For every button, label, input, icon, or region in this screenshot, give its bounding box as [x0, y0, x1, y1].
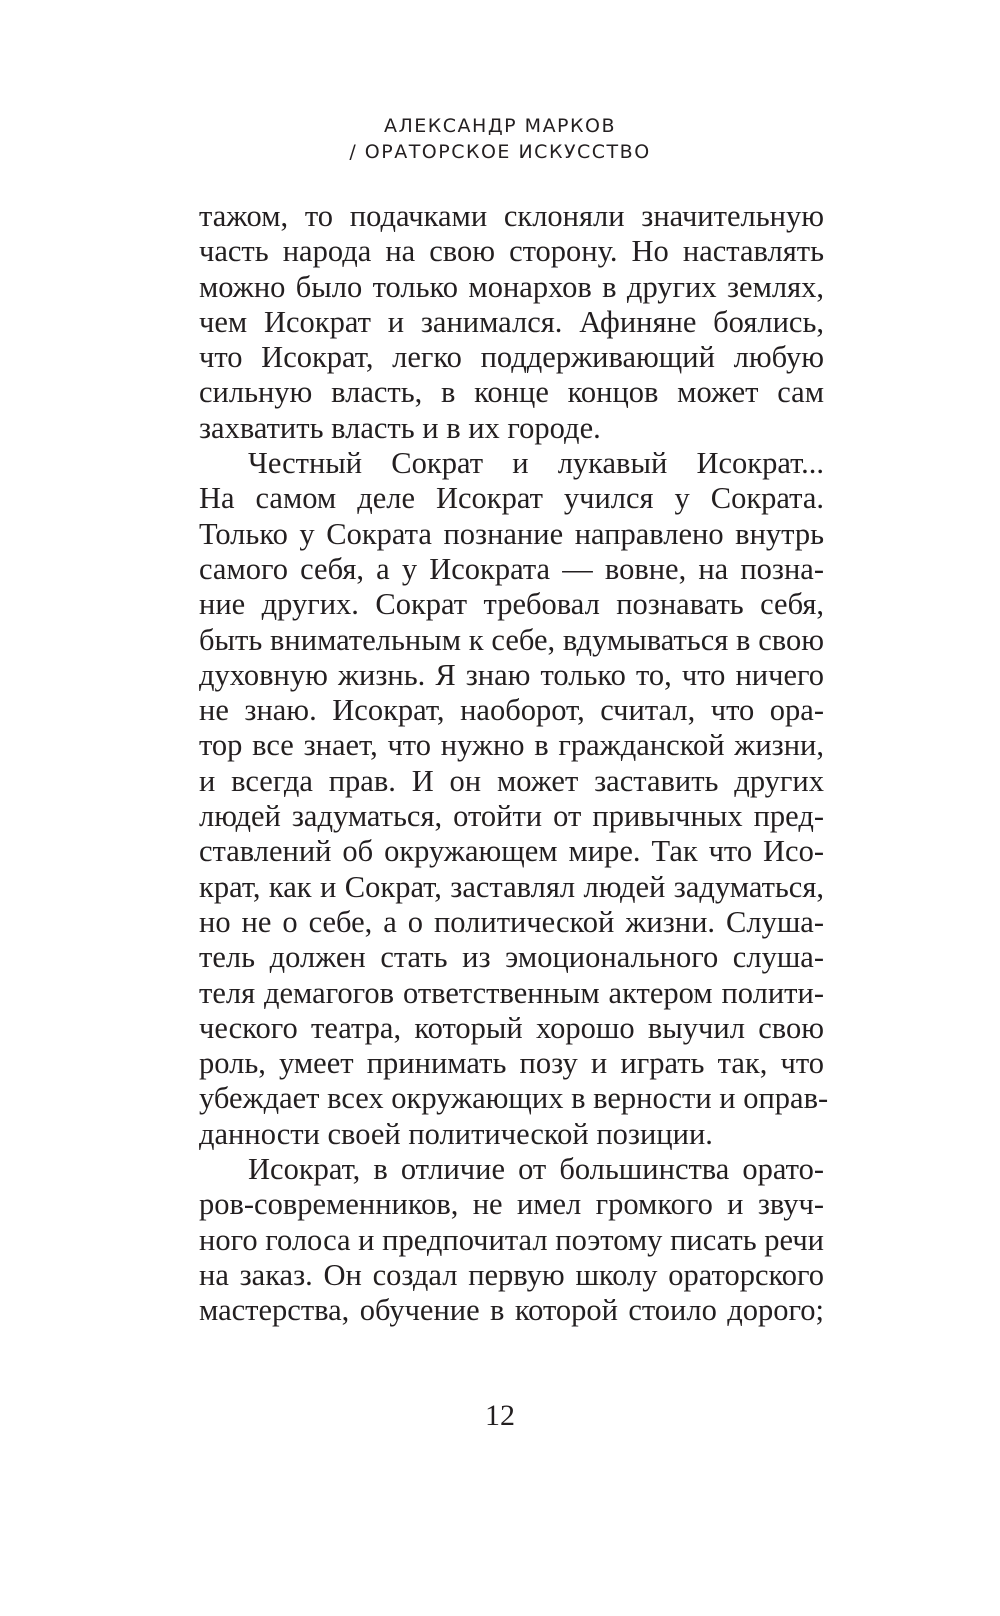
text-line: На самом деле Исократ учился у Сократа. — [199, 481, 824, 516]
text-line: что Исократ, легко поддерживающий любую — [199, 340, 824, 375]
text-line: духовную жизнь. Я знаю только то, что ничего — [199, 657, 824, 692]
text-line: но не о себе, а о политической жизни. Слуша- — [199, 904, 824, 939]
page-body — [199, 199, 829, 1329]
text-line: людей задуматься, отойти от привычных пред- — [199, 799, 824, 834]
text-line: захватить власть и в их городе. — [199, 410, 601, 445]
text-line: убеждает всех окружающих в верности и оправ- — [199, 1081, 829, 1116]
text-line: ного голоса и предпочитал поэтому писать речи — [199, 1222, 824, 1257]
text-line: самого себя, а у Исократа — вовне, на позна- — [199, 551, 824, 586]
header-book-title: / ОРАТОРСКОЕ ИСКУССТВО — [349, 141, 651, 163]
text-line: тель должен стать из эмоционального слуша- — [199, 940, 824, 975]
text-line: Исократ, в отличие от большинства орато- — [248, 1152, 824, 1187]
text-line: чем Исократ и занимался. Афиняне боялись, — [199, 304, 824, 339]
text-line: крат, как и Сократ, заставлял людей задуматься, — [199, 869, 824, 904]
text-line: часть народа на свою сторону. Но наставлять — [199, 234, 824, 269]
text-line: ставлений об окружающем мире. Так что Исо- — [199, 834, 824, 869]
text-line: быть внимательным к себе, вдумываться в свою — [199, 622, 824, 657]
text-line: Честный Сократ и лукавый Исократ... — [248, 446, 824, 481]
text-line: теля демагогов ответственным актером полити- — [199, 975, 824, 1010]
text-line: и всегда прав. И он может заставить других — [199, 763, 824, 798]
page-number: 12 — [485, 1399, 515, 1432]
paragraph-1 — [199, 199, 824, 446]
text-line: Только у Сократа познание направлено внутрь — [199, 516, 824, 551]
text-line: можно было только монархов в других землях, — [199, 269, 824, 304]
text-line: ческого театра, который хорошо выучил свою — [199, 1010, 824, 1045]
text-line: на заказ. Он создал первую школу ораторского — [199, 1257, 824, 1292]
paragraph-2 — [199, 446, 829, 1152]
text-line: роль, умеет принимать позу и играть так, что — [199, 1046, 824, 1081]
running-header — [0, 113, 1000, 165]
header-author: АЛЕКСАНДР МАРКОВ — [384, 115, 616, 137]
text-line: ров-современников, не имел громкого и звуч- — [199, 1187, 824, 1222]
text-line: сильную власть, в конце концов может сам — [199, 375, 824, 410]
text-line: ние других. Сократ требовал познавать себя, — [199, 587, 824, 622]
text-line: тор все знает, что нужно в гражданской жизни, — [199, 728, 824, 763]
text-line: не знаю. Исократ, наоборот, считал, что ора- — [199, 693, 824, 728]
text-line: данности своей политической позиции. — [199, 1116, 713, 1151]
text-line: тажом, то подачками склоняли значительную — [199, 199, 824, 233]
text-line: мастерства, обучение в которой стоило дорого; — [199, 1293, 824, 1328]
paragraph-3 — [199, 1152, 824, 1328]
